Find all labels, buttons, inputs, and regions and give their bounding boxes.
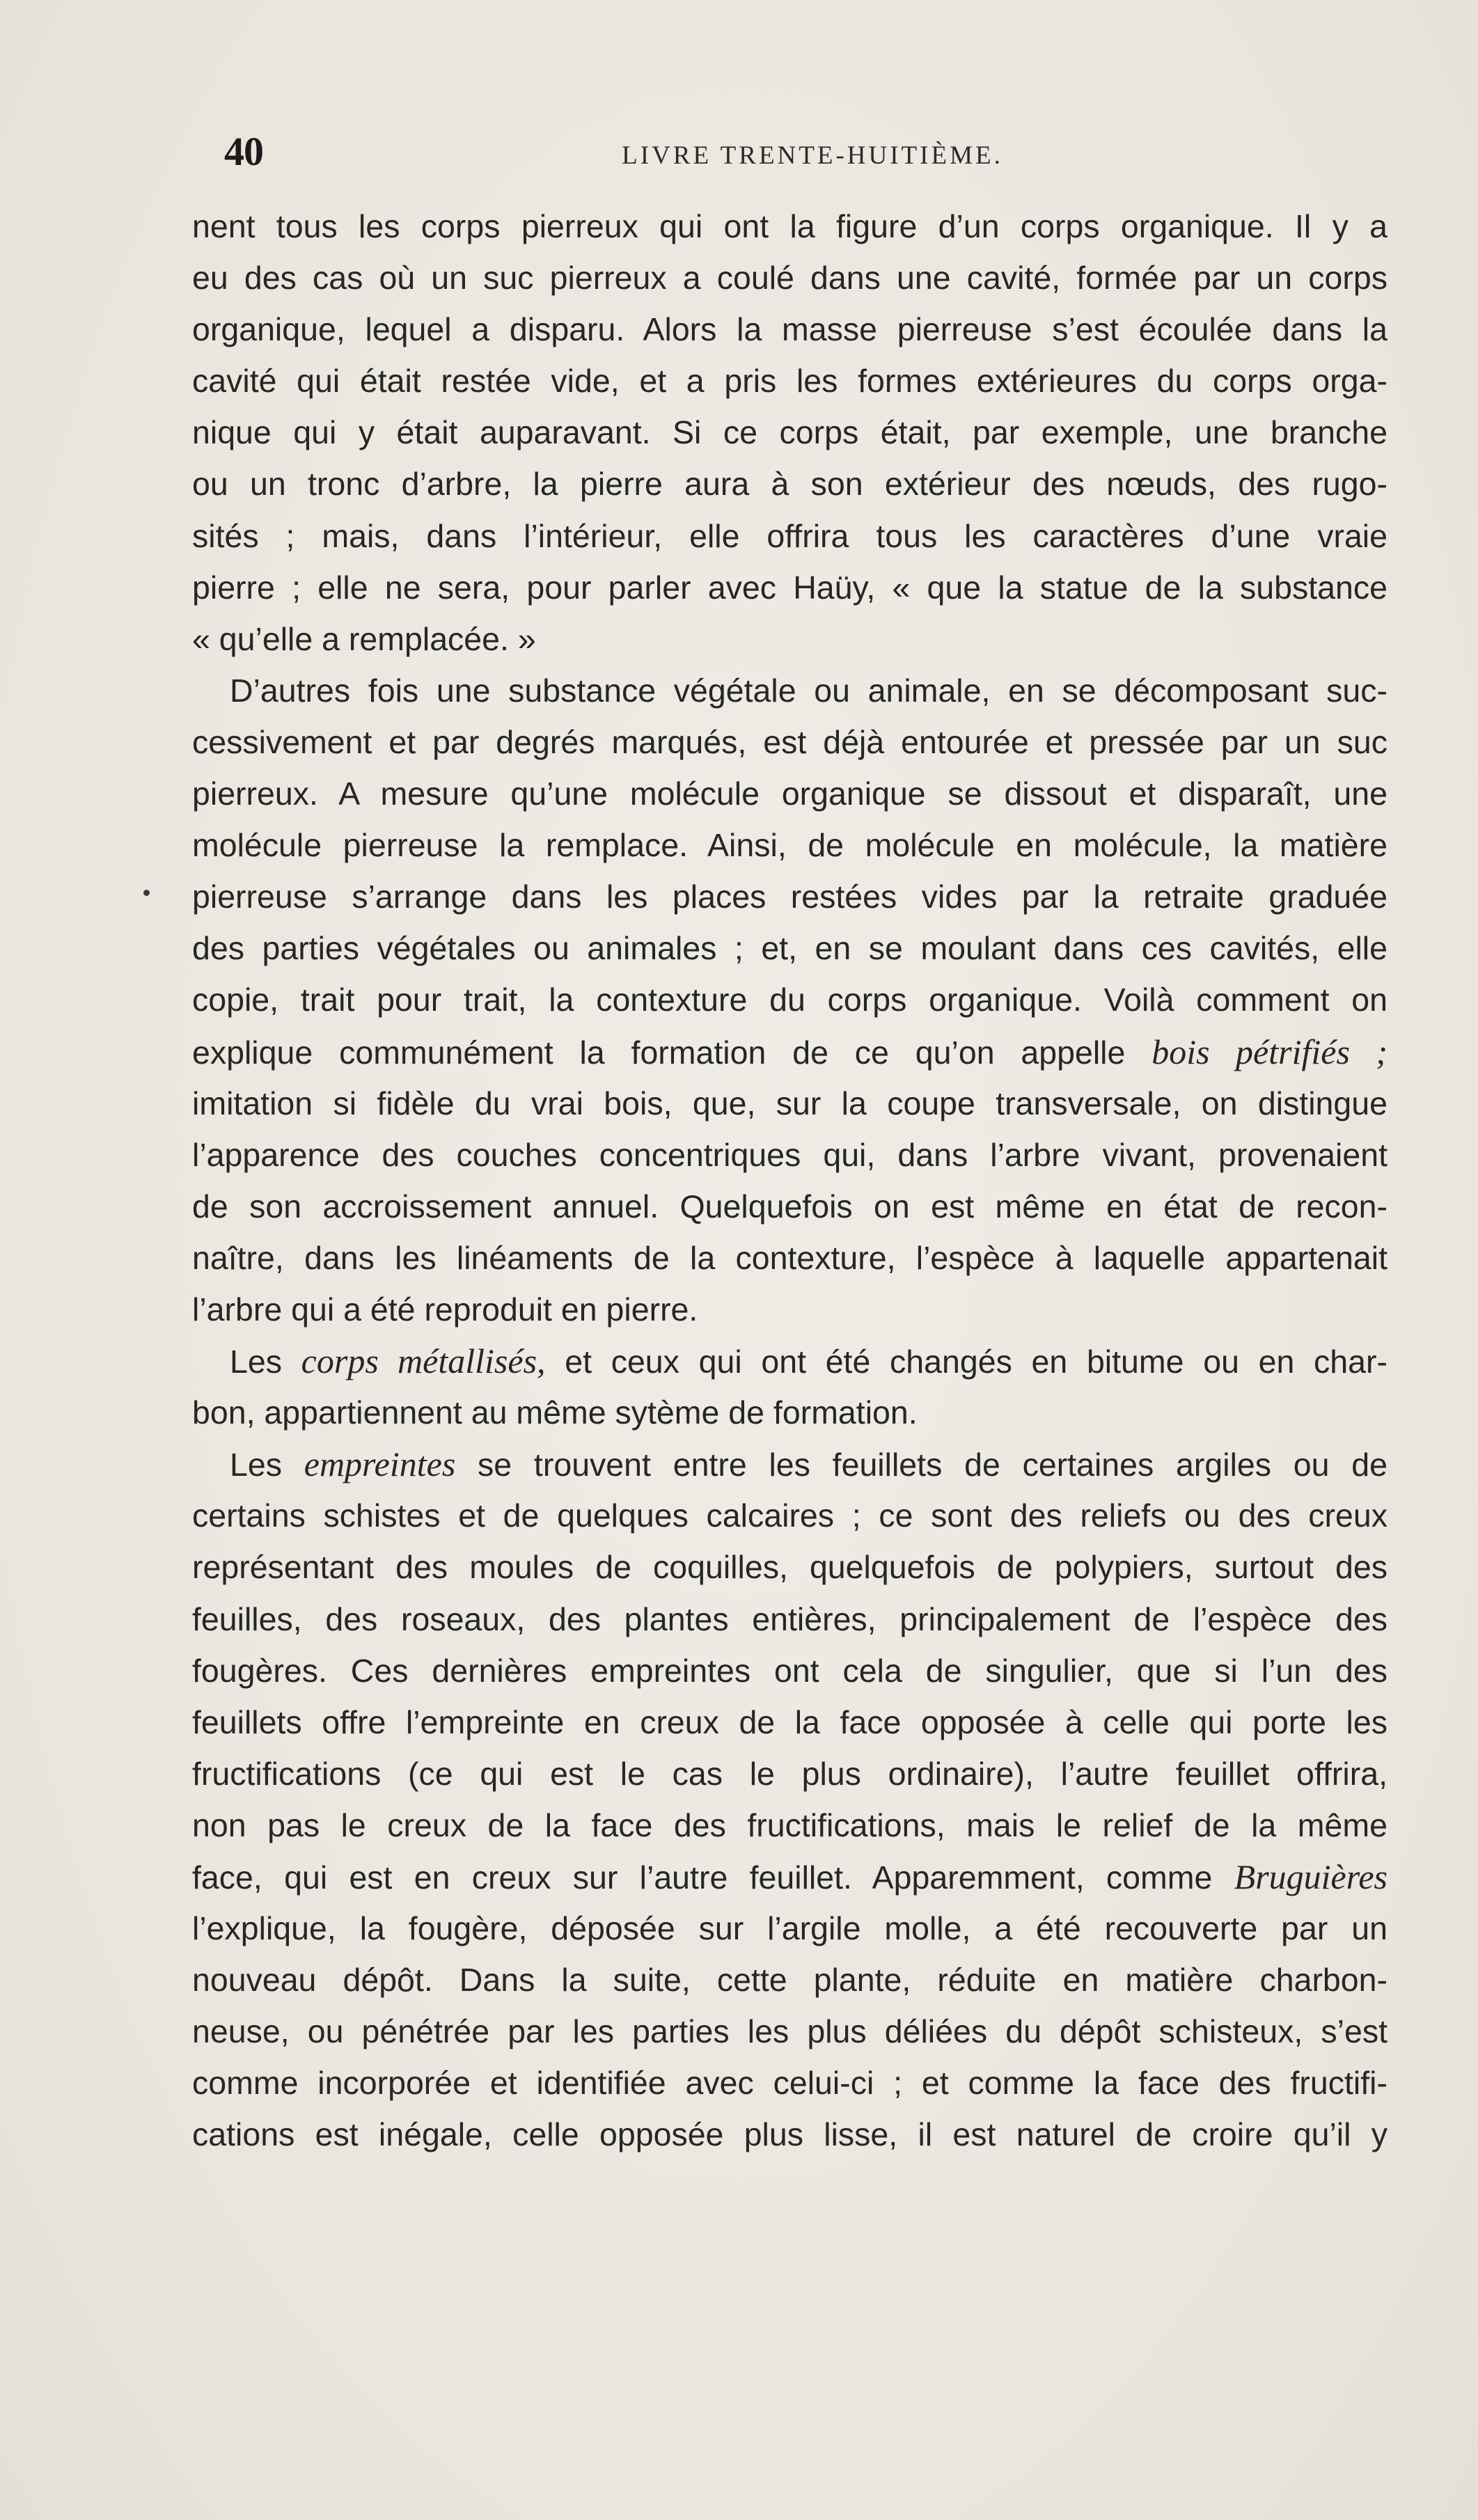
text-run: et ceux qui ont été changés en bitume ou en char- [545, 1344, 1387, 1380]
text-line [192, 1335, 1387, 1387]
text-line: molécule pierreuse la remplace. Ainsi, de molécule en molécule, la matière [192, 827, 1387, 864]
text-line: cavité qui était restée vide, et a pris les formes extérieures du corps orga- [192, 363, 1387, 400]
text-line: pierreux. A mesure qu’une molécule organique se dissout et disparaît, une [192, 775, 1387, 812]
ink-speck [143, 890, 150, 896]
page-header [224, 124, 1401, 180]
text-run: Les [230, 1447, 304, 1483]
text-line: fructifications (ce qui est le cas le plus ordinaire), l’autre feuillet offrira, [192, 1755, 1387, 1792]
text-line: pierreuse s’arrange dans les places restées vides par la retraite graduée [192, 879, 1387, 915]
text-run: explique communément la formation de ce qu’on appelle [192, 1034, 1152, 1071]
text-line: certains schistes et de quelques calcaires ; ce sont des reliefs ou des creux [192, 1497, 1387, 1534]
italic-term: empreintes [304, 1444, 456, 1484]
text-run: face, qui est en creux sur l’autre feuillet. Apparemment, comme [192, 1859, 1234, 1896]
italic-term: bois pétrifiés ; [1151, 1032, 1387, 1071]
text-line: non pas le creux de la face des fructifications, mais le relief de la même [192, 1806, 1387, 1843]
text-line: comme incorporée et identifiée avec celui-ci ; et comme la face des fructifi- [192, 2065, 1387, 2102]
text-line [192, 1851, 1387, 1903]
body-text [192, 200, 1387, 2161]
text-line [192, 1438, 1387, 1490]
text-line: l’arbre qui a été reproduit en pierre. [192, 1291, 698, 1328]
text-line [192, 1026, 1387, 1078]
text-line: feuillets offre l’empreinte en creux de la face opposée à celle qui porte les [192, 1703, 1387, 1740]
italic-term: Bruguières [1234, 1857, 1387, 1896]
text-line: cessivement et par degrés marqués, est déjà entourée et pressée par un suc [192, 723, 1387, 760]
text-line: de son accroissement annuel. Quelquefois on est même en état de recon- [192, 1188, 1387, 1224]
text-line: des parties végétales ou animales ; et, en se moulant dans ces cavités, elle [192, 930, 1387, 967]
text-line: l’explique, la fougère, déposée sur l’argile molle, a été recouverte par un [192, 1910, 1387, 1947]
text-line: copie, trait pour trait, la contexture du corps organique. Voilà comment on [192, 982, 1387, 1018]
text-line: ou un tronc d’arbre, la pierre aura à son extérieur des nœuds, des rugo- [192, 466, 1387, 503]
text-line: fougères. Ces dernières empreintes ont cela de singulier, que si l’un des [192, 1652, 1387, 1689]
text-line: pierre ; elle ne sera, pour parler avec Haüy, « que la statue de la substance [192, 569, 1387, 606]
text-line: feuilles, des roseaux, des plantes entières, principalement de l’espèce des [192, 1600, 1387, 1637]
text-line: eu des cas où un suc pierreux a coulé dans une cavité, formée par un corps [192, 260, 1387, 297]
page-number: 40 [224, 129, 263, 174]
text-line: cations est inégale, celle opposée plus lisse, il est naturel de croire qu’il y [192, 2116, 1387, 2153]
text-line: organique, lequel a disparu. Alors la masse pierreuse s’est écoulée dans la [192, 311, 1387, 348]
text-run: Les [230, 1344, 301, 1380]
text-line: sités ; mais, dans l’intérieur, elle offrira tous les caractères d’une vraie [192, 517, 1387, 554]
text-line: neuse, ou pénétrée par les parties les plus déliées du dépôt schisteux, s’est [192, 2013, 1387, 2050]
italic-term: corps métallisés, [301, 1341, 546, 1381]
text-line: représentant des moules de coquilles, quelquefois de polypiers, surtout des [192, 1549, 1387, 1586]
text-line: naître, dans les linéaments de la contexture, l’espèce à laquelle appartenait [192, 1239, 1387, 1276]
text-line: nique qui y était auparavant. Si ce corps était, par exemple, une branche [192, 414, 1387, 451]
text-line: D’autres fois une substance végétale ou animale, en se décomposant suc- [230, 672, 1387, 709]
text-line: « qu’elle a remplacée. » [192, 620, 536, 657]
text-run: se trouvent entre les feuillets de certaines argiles ou de [455, 1447, 1387, 1483]
text-line: imitation si fidèle du vrai bois, que, sur la coupe transversale, on distingue [192, 1085, 1387, 1121]
text-line: nent tous les corps pierreux qui ont la figure d’un corps organique. Il y a [192, 208, 1387, 244]
running-head: LIVRE TRENTE-HUITIÈME. [622, 141, 1003, 170]
text-line: nouveau dépôt. Dans la suite, cette plante, réduite en matière charbon- [192, 1962, 1387, 1999]
text-line: l’apparence des couches concentriques qui, dans l’arbre vivant, provenaient [192, 1136, 1387, 1173]
text-line: bon, appartiennent au même sytème de formation. [192, 1394, 918, 1431]
